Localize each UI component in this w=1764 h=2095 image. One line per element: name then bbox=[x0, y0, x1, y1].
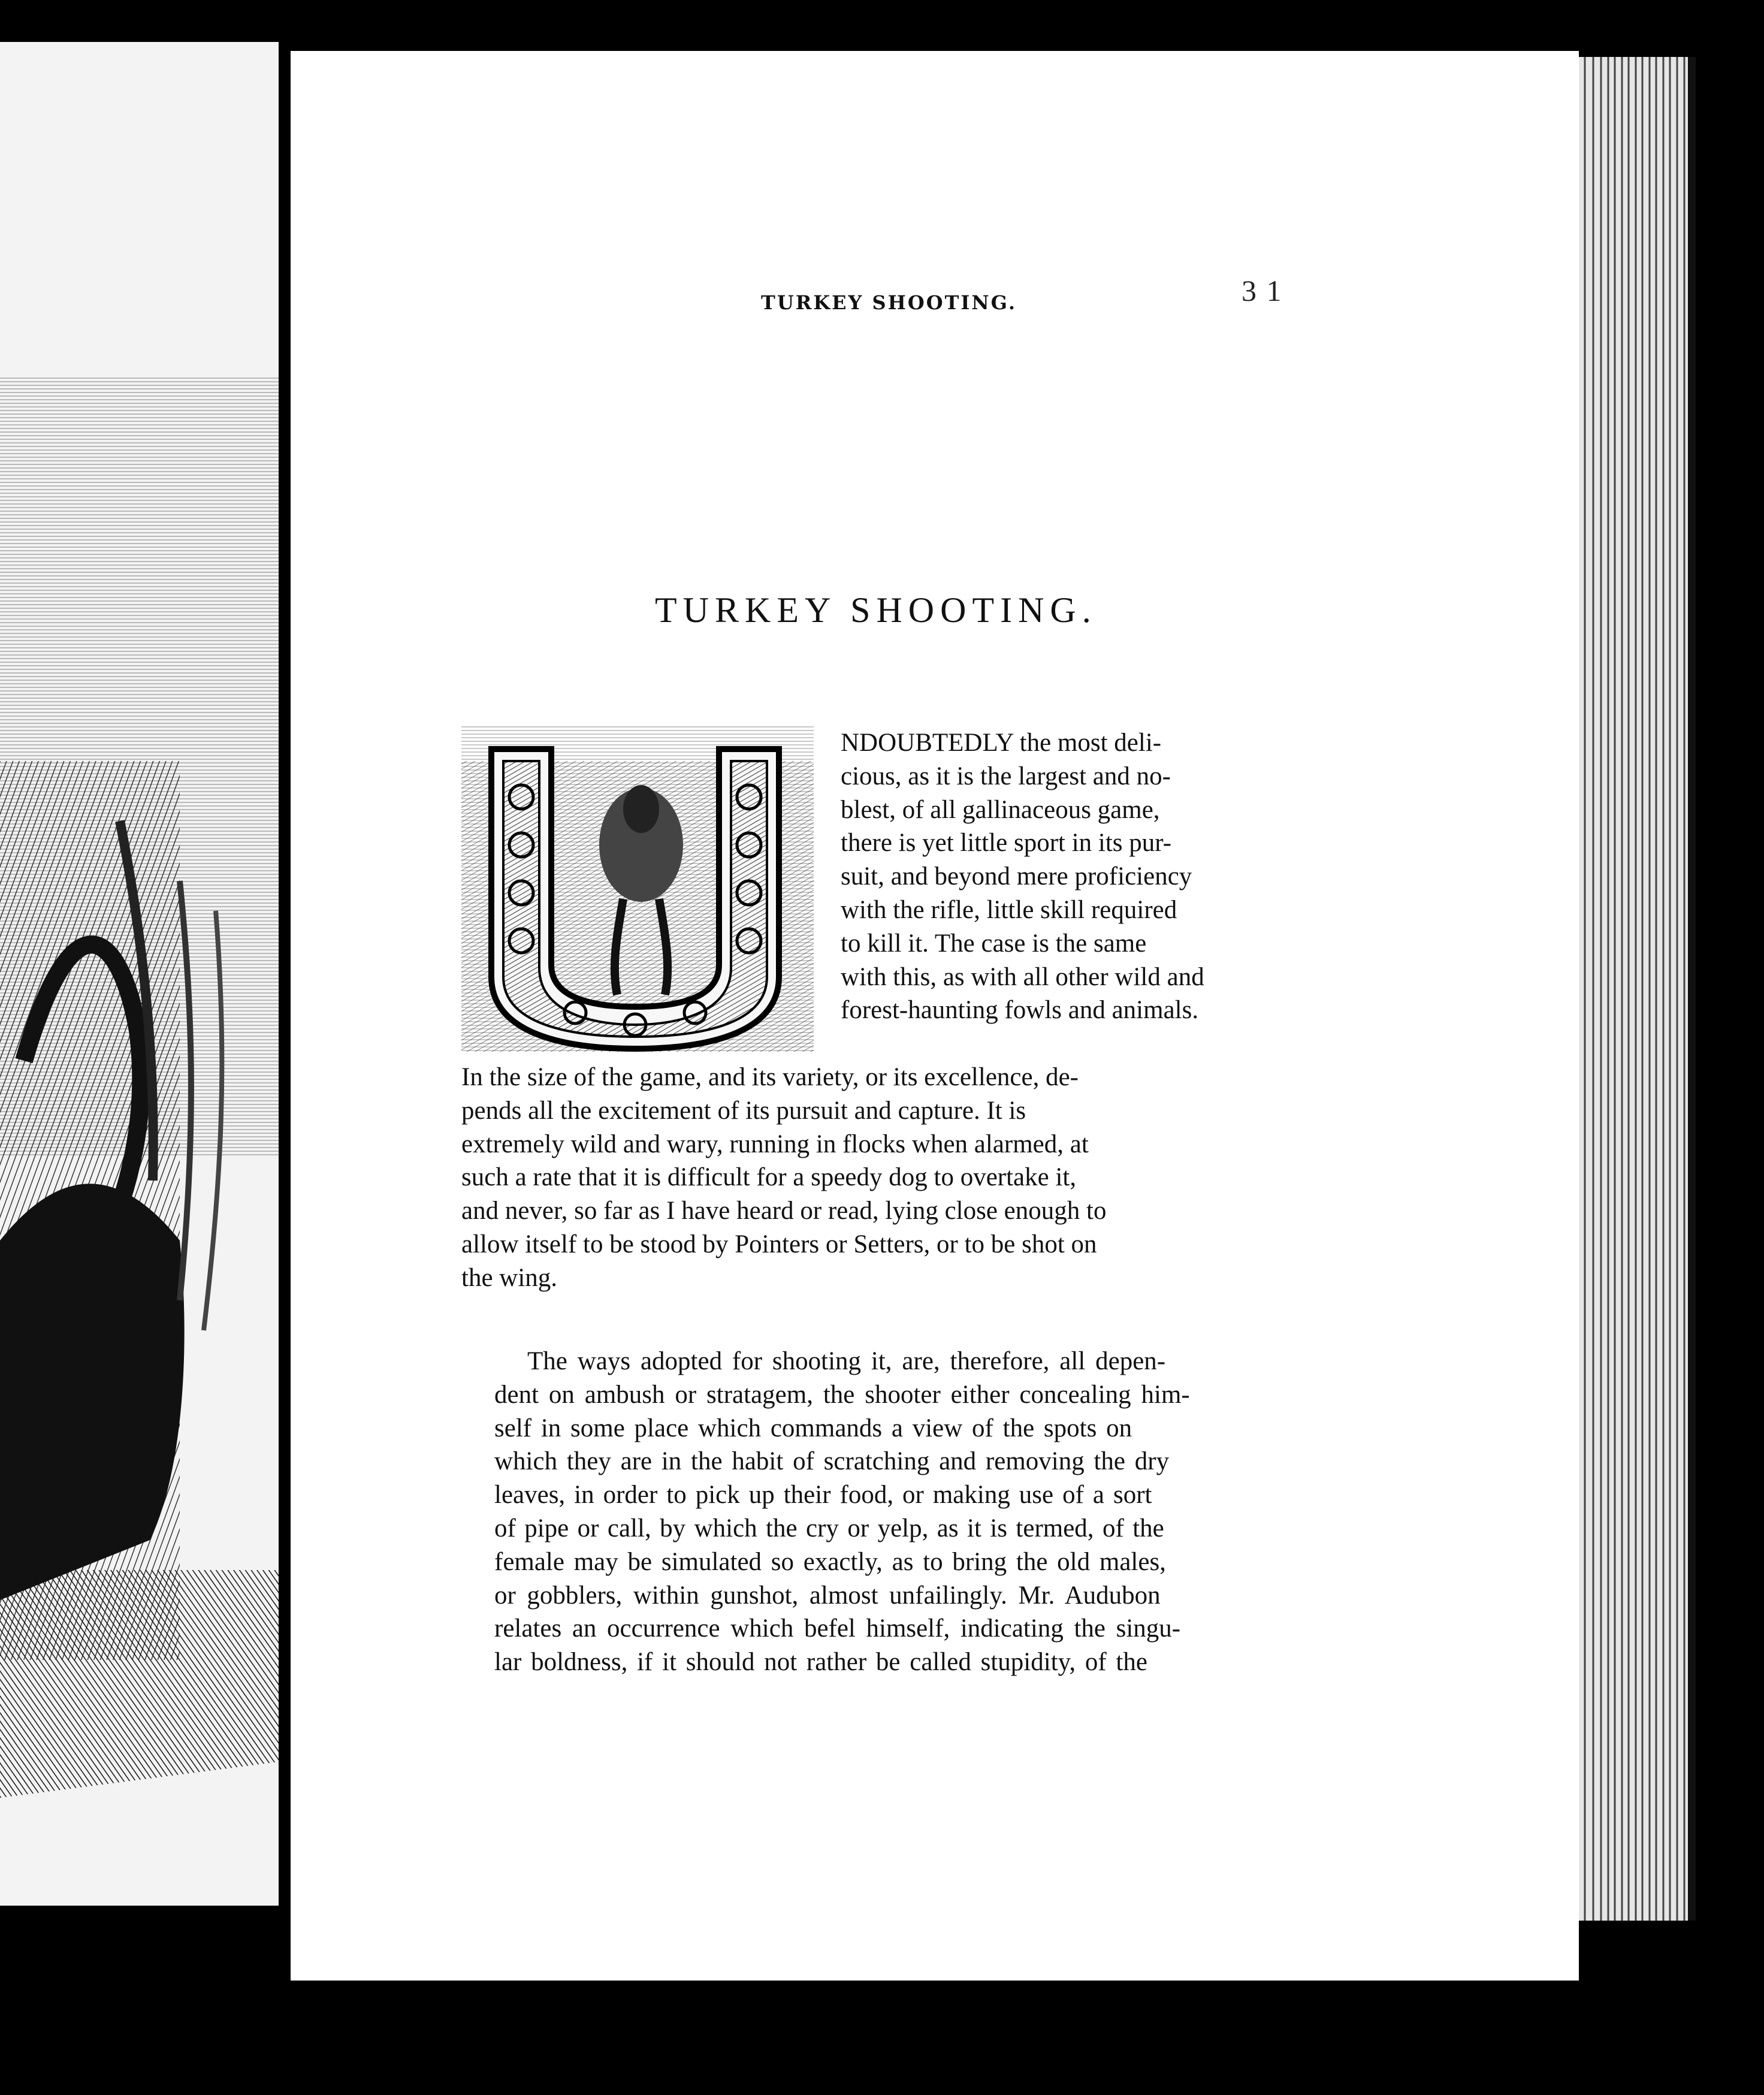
text-line: extremely wild and wary, running in flocks when alarmed, at bbox=[461, 1130, 1089, 1158]
page-number: 3 1 bbox=[1242, 274, 1283, 307]
book-gutter bbox=[279, 12, 291, 1966]
page-edge-stack bbox=[1579, 57, 1696, 1921]
turkey-engraving-illustration bbox=[0, 42, 279, 1906]
text-line: there is yet little sport in its pur- bbox=[841, 829, 1172, 858]
text-line: relates an occurrence which befel himself, indicating the singu- bbox=[494, 1614, 1181, 1643]
paragraph-2 bbox=[461, 1345, 1299, 1679]
text-line: lar boldness, if it should not rather be called stupidity, of the bbox=[494, 1648, 1147, 1677]
text-line: female may be simulated so exactly, as to bring the old males, bbox=[494, 1547, 1166, 1576]
chapter-title: TURKEY SHOOTING. bbox=[655, 590, 1097, 630]
text-line: such a rate that it is difficult for a speedy dog to overtake it, bbox=[461, 1163, 1077, 1192]
text-line: dent on ambush or stratagem, the shooter either concealing him- bbox=[494, 1380, 1190, 1409]
paragraph-1-beside-drop-cap bbox=[841, 726, 1299, 1027]
text-line: the wing. bbox=[461, 1263, 558, 1292]
text-line: of pipe or call, by which the cry or yelp, as it is termed, of the bbox=[494, 1514, 1164, 1542]
facing-page-engraving bbox=[0, 42, 279, 1906]
text-line: NDOUBTEDLY the most deli- bbox=[841, 729, 1162, 757]
text-line: blest, of all gallinaceous game, bbox=[841, 795, 1160, 824]
drop-cap-u-engraving bbox=[461, 725, 814, 1052]
text-line: or gobblers, within gunshot, almost unfailingly. Mr. Audubon bbox=[494, 1581, 1161, 1610]
paragraph-1-continued bbox=[461, 1061, 1299, 1295]
text-line: forest-haunting fowls and animals. bbox=[841, 996, 1199, 1025]
text-line: In the size of the game, and its variety, or its excellence, de- bbox=[461, 1063, 1079, 1091]
text-line: to kill it. The case is the same bbox=[841, 929, 1147, 958]
text-line: self in some place which commands a view of the spots on bbox=[494, 1414, 1132, 1442]
text-line: pends all the excitement of its pursuit and capture. It is bbox=[461, 1096, 1026, 1125]
text-line: with the rifle, little skill required bbox=[841, 895, 1177, 924]
text-line: which they are in the habit of scratching and removing the dry bbox=[494, 1447, 1170, 1476]
ornamental-drop-cap bbox=[461, 725, 814, 1052]
running-head: TURKEY SHOOTING. bbox=[761, 291, 1017, 314]
text-line: with this, as with all other wild and bbox=[841, 962, 1204, 991]
text-line: leaves, in order to pick up their food, or making use of a sort bbox=[494, 1481, 1152, 1510]
text-line: cious, as it is the largest and no- bbox=[841, 762, 1171, 790]
text-line: suit, and beyond mere proficiency bbox=[841, 862, 1192, 891]
text-line: allow itself to be stood by Pointers or Setters, or to be shot on bbox=[461, 1230, 1097, 1258]
text-line: The ways adopted for shooting it, are, therefore, all depen- bbox=[527, 1347, 1166, 1375]
text-line: and never, so far as I have heard or read, lying close enough to bbox=[461, 1197, 1107, 1225]
